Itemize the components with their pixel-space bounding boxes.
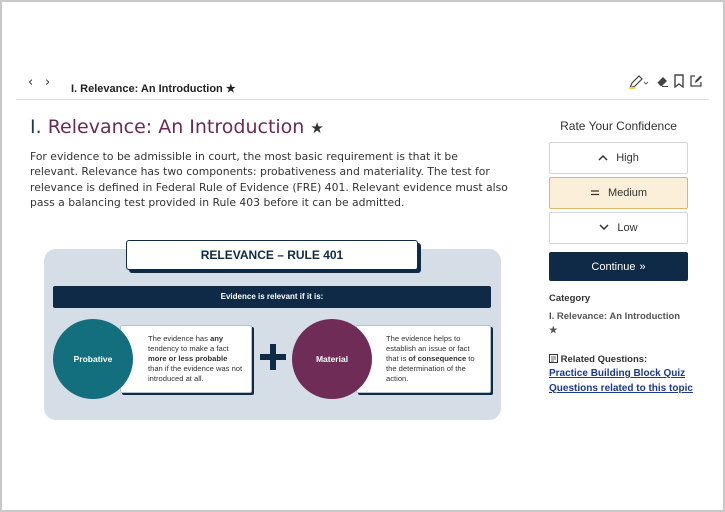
probative-bold-2: more or less probable <box>148 354 228 363</box>
probative-card <box>120 325 252 393</box>
probative-label: Probative <box>73 354 113 364</box>
breadcrumb: I. Relevance: An Introduction ★ <box>71 83 236 95</box>
top-bar <box>16 72 709 100</box>
chevron-up-icon <box>598 152 608 164</box>
confidence-low-label: Low <box>617 222 638 234</box>
material-text-1: The evidence helps to establish an issue or fact that is <box>386 334 470 363</box>
related-questions-label: Related Questions: <box>560 354 648 365</box>
back-arrow-icon[interactable]: ‹ <box>28 75 34 90</box>
eraser-icon[interactable] <box>655 74 669 92</box>
category-star-icon[interactable]: ★ <box>549 325 558 336</box>
plus-icon <box>260 344 286 370</box>
confidence-medium-button[interactable] <box>549 177 688 209</box>
forward-arrow-icon[interactable]: › <box>45 75 51 90</box>
highlighter-icon[interactable] <box>628 74 650 94</box>
confidence-low-button[interactable] <box>549 212 688 244</box>
probative-circle <box>53 319 133 399</box>
probative-text-1: The evidence has <box>148 334 211 343</box>
relevance-banner: Evidence is relevant if it is: <box>53 286 491 308</box>
star-icon[interactable]: ★ <box>310 119 324 137</box>
double-chevron-right-icon: » <box>639 260 646 273</box>
material-bold-1: of consequence <box>408 354 467 363</box>
probative-text-2: tendency to make a fact <box>148 344 229 353</box>
title-prefix: I. <box>30 116 48 138</box>
related-link-topic[interactable]: Questions related to this topic <box>549 383 693 394</box>
rate-confidence-title: Rate Your Confidence <box>560 119 677 133</box>
equals-icon <box>590 187 600 199</box>
intro-paragraph: For evidence to be admissible in court, the most basic requirement is that it be relevant. Relevance has two components: probativeness and materiality. The test for relevance is defined in Federal Rule of Evidence (FRE) 401. Relevant evidence must also pass a balancing test provided in Rule 403 before it can be admitted. <box>30 150 508 209</box>
continue-label: Continue <box>591 260 636 273</box>
list-icon <box>549 354 561 365</box>
edit-icon[interactable] <box>689 74 703 92</box>
chevron-down-icon <box>599 222 609 234</box>
related-questions-heading <box>549 354 647 365</box>
title-text: Relevance: An Introduction <box>47 116 305 138</box>
material-circle <box>292 319 372 399</box>
material-text-2: to the determination of the action. <box>386 354 475 383</box>
material-card <box>356 325 491 393</box>
material-label: Material <box>315 354 349 364</box>
continue-button[interactable] <box>549 252 688 281</box>
probative-bold-1: any <box>210 334 224 343</box>
confidence-high-button[interactable] <box>549 142 688 174</box>
category-value: I. Relevance: An Introduction <box>549 311 681 322</box>
confidence-medium-label: Medium <box>607 187 648 199</box>
related-link-quiz[interactable]: Practice Building Block Quiz <box>549 368 686 379</box>
rule-title-box: RELEVANCE – RULE 401 <box>126 240 418 270</box>
category-label: Category <box>549 293 591 304</box>
confidence-high-label: High <box>616 152 639 164</box>
page-title <box>30 116 324 138</box>
probative-text-3: than if the evidence was not introduced at all. <box>148 364 243 383</box>
bookmark-icon[interactable] <box>673 74 685 92</box>
